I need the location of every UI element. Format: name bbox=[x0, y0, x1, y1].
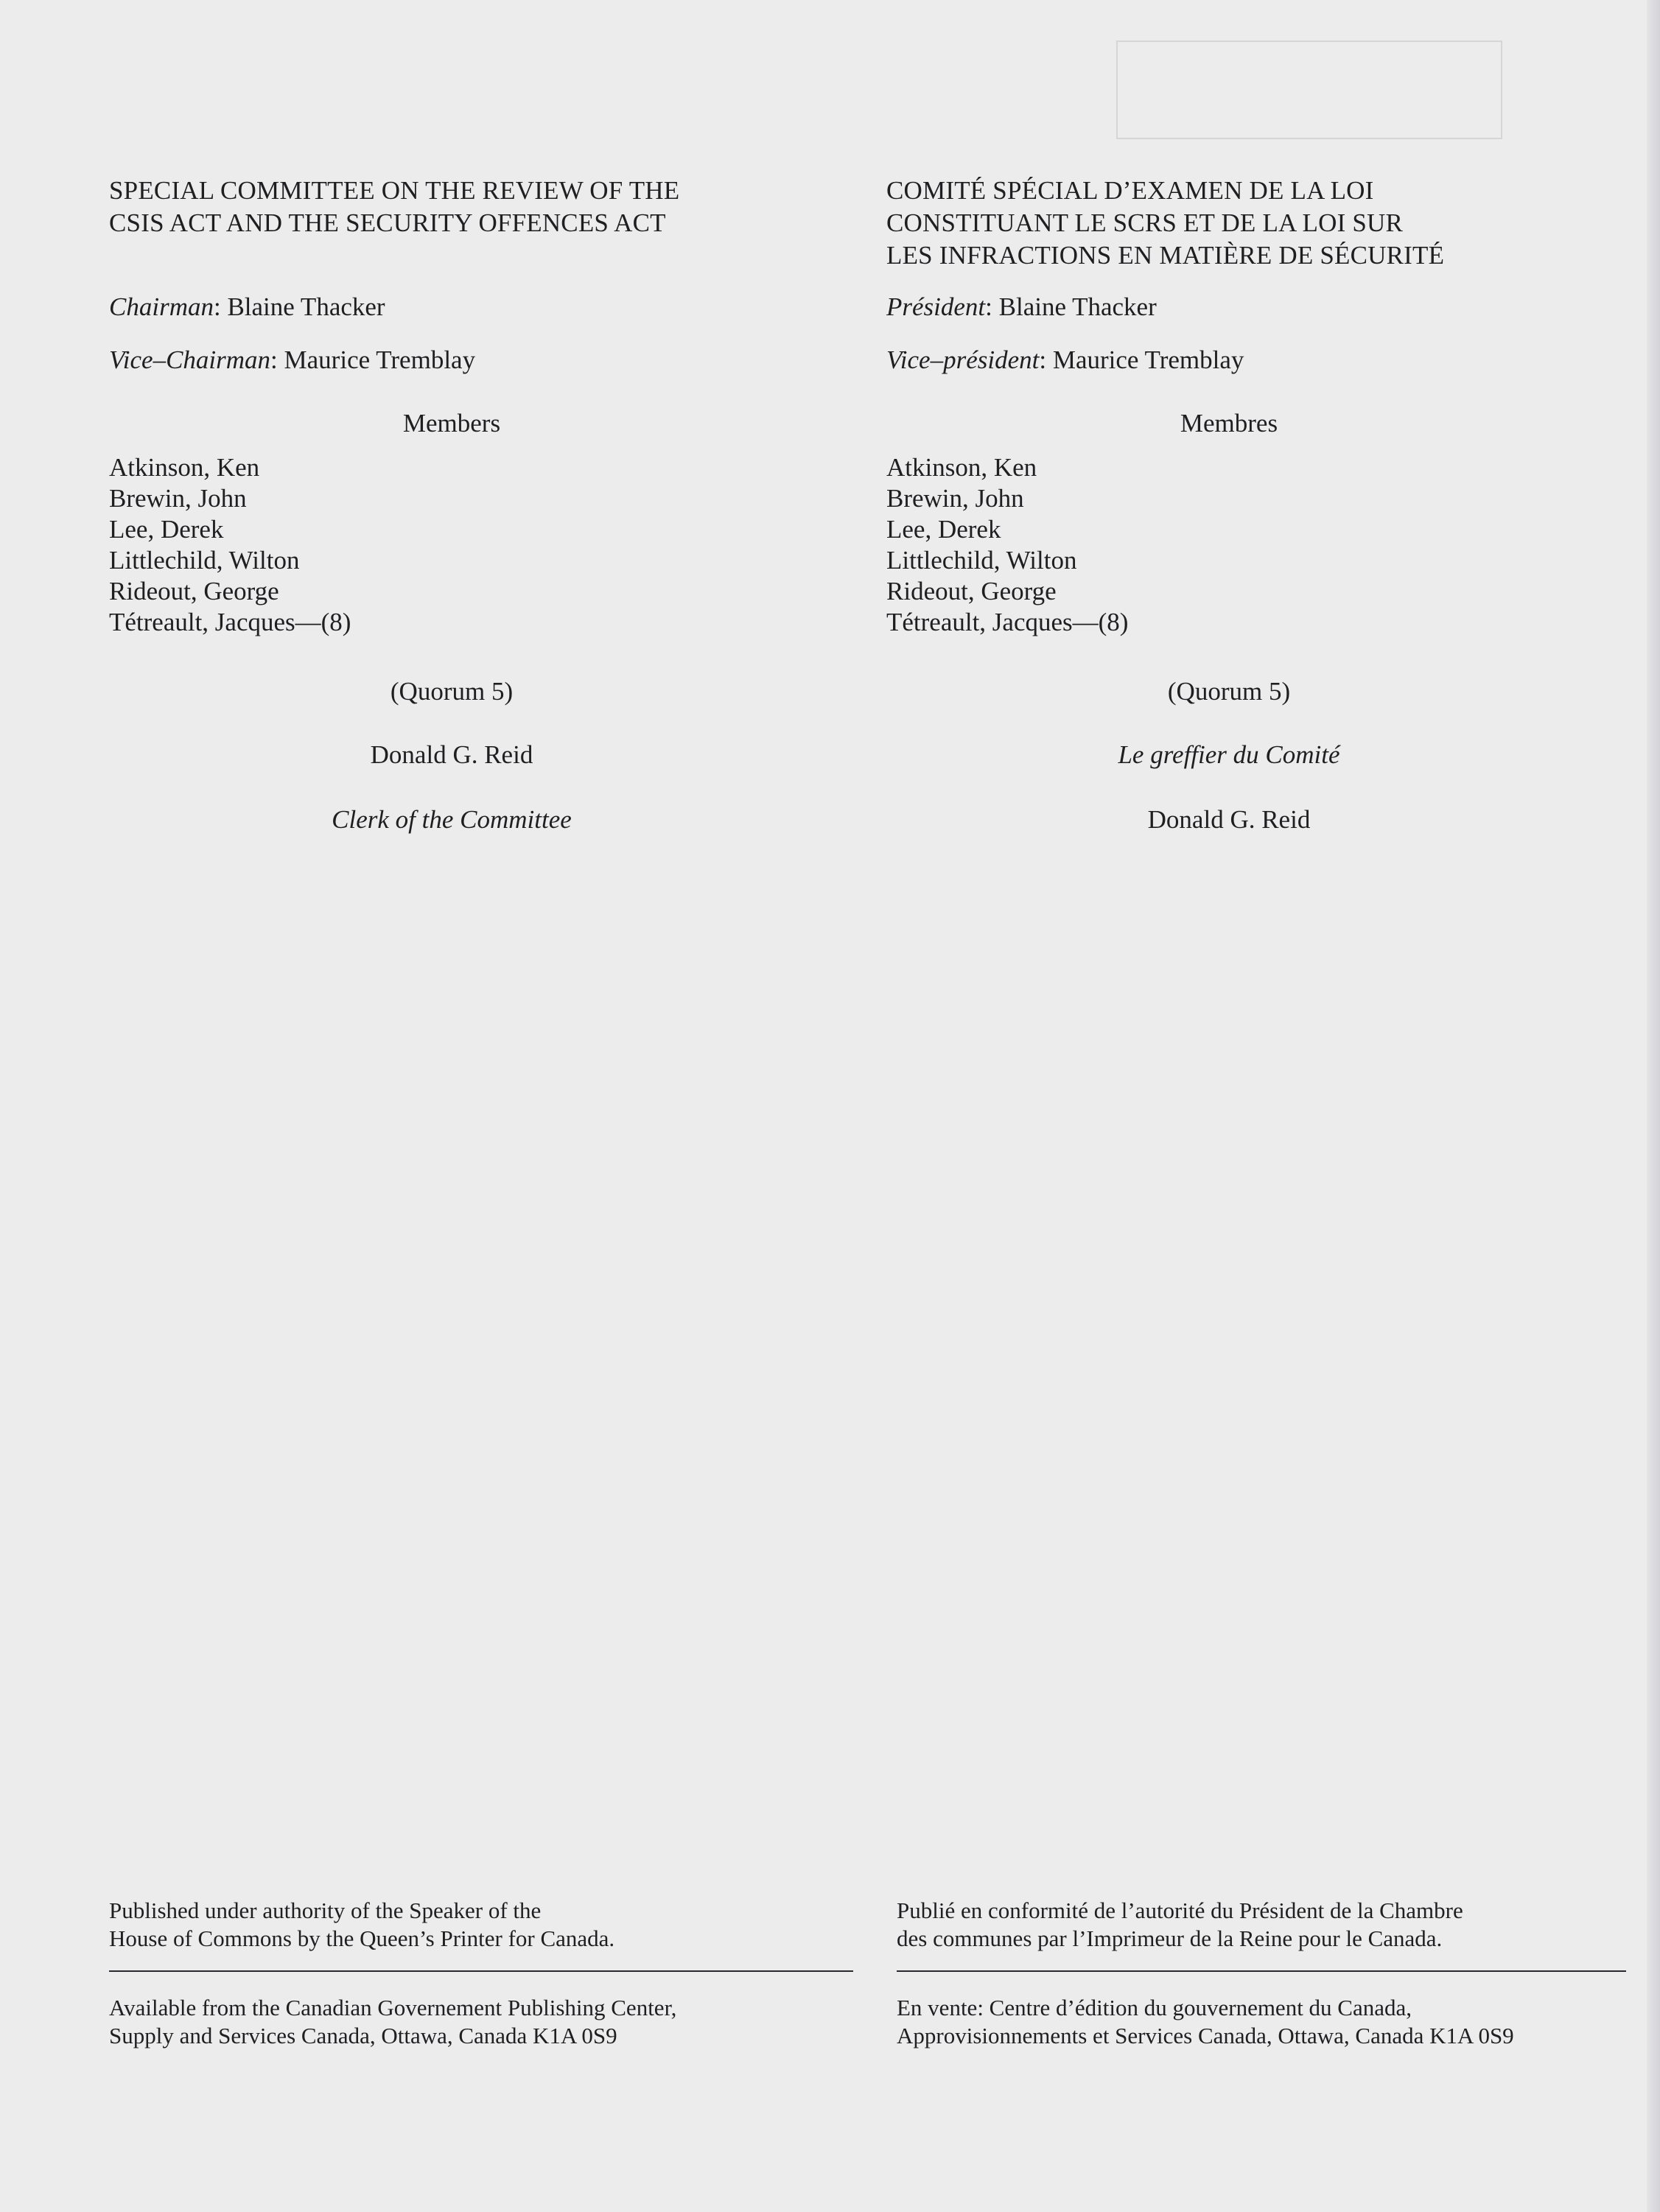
clerk-name: Donald G. Reid bbox=[1147, 805, 1311, 834]
availability-notice bbox=[109, 1994, 676, 2050]
members-list bbox=[109, 452, 351, 638]
published-line: Published under authority of the Speaker of the bbox=[109, 1897, 542, 1923]
clerk-title: Clerk of the Committee bbox=[332, 805, 572, 834]
member-item: Tétreault, Jacques—(8) bbox=[886, 608, 1129, 636]
availability-line: En vente: Centre d’édition du gouvernement du Canada, bbox=[897, 1995, 1412, 2020]
divider-rule bbox=[897, 1970, 1626, 1972]
vice-president-role: Vice–président bbox=[886, 345, 1040, 374]
committee-title-line: LES INFRACTIONS EN MATIÈRE DE SÉCURITÉ bbox=[886, 241, 1445, 270]
member-item: Lee, Derek bbox=[886, 515, 1001, 544]
postage-stamp-show-through bbox=[1116, 41, 1502, 139]
member-item: Brewin, John bbox=[109, 484, 247, 513]
president-role: Président bbox=[886, 292, 986, 321]
vice-chairman-line: Vice–Chairman: Maurice Tremblay bbox=[109, 345, 476, 374]
page-edge-shadow bbox=[1647, 0, 1660, 2212]
chairman-line: Chairman: Blaine Thacker bbox=[109, 292, 385, 321]
member-item: Littlechild, Wilton bbox=[109, 546, 300, 575]
clerk-name: Donald G. Reid bbox=[370, 740, 533, 769]
members-list bbox=[886, 452, 1128, 638]
chairman-role: Chairman bbox=[109, 292, 214, 321]
member-item: Rideout, George bbox=[109, 577, 279, 605]
committee-title-french bbox=[886, 175, 1444, 272]
availability-notice bbox=[897, 1994, 1514, 2050]
quorum: (Quorum 5) bbox=[1167, 677, 1291, 706]
committee-title-line: COMITÉ SPÉCIAL D’EXAMEN DE LA LOI bbox=[886, 176, 1374, 205]
president-line: Président: Blaine Thacker bbox=[886, 292, 1157, 321]
committee-title-line: CONSTITUANT LE SCRS ET DE LA LOI SUR bbox=[886, 208, 1404, 237]
committee-title-line: SPECIAL COMMITTEE ON THE REVIEW OF THE bbox=[109, 176, 680, 205]
president-name: Blaine Thacker bbox=[998, 292, 1157, 321]
availability-line: Available from the Canadian Governement Publishing Center, bbox=[109, 1995, 677, 2020]
member-item: Tétreault, Jacques—(8) bbox=[109, 608, 351, 636]
member-item: Littlechild, Wilton bbox=[886, 546, 1077, 575]
published-line: Publié en conformité de l’autorité du Président de la Chambre bbox=[897, 1897, 1463, 1923]
vice-president-line: Vice–président: Maurice Tremblay bbox=[886, 345, 1244, 374]
published-line: des communes par l’Imprimeur de la Reine pour le Canada. bbox=[897, 1925, 1443, 1951]
published-line: House of Commons by the Queen’s Printer for Canada. bbox=[109, 1925, 615, 1951]
members-heading: Membres bbox=[1180, 409, 1278, 438]
published-notice bbox=[109, 1897, 614, 1953]
published-notice bbox=[897, 1897, 1463, 1953]
vice-president-name: Maurice Tremblay bbox=[1052, 345, 1244, 374]
members-heading: Members bbox=[402, 409, 501, 438]
member-item: Rideout, George bbox=[886, 577, 1057, 605]
member-item: Atkinson, Ken bbox=[886, 453, 1037, 482]
member-item: Atkinson, Ken bbox=[109, 453, 260, 482]
availability-line: Supply and Services Canada, Ottawa, Canada K1A 0S9 bbox=[109, 2023, 617, 2048]
member-item: Brewin, John bbox=[886, 484, 1024, 513]
vice-chairman-role: Vice–Chairman bbox=[109, 345, 271, 374]
committee-title-english bbox=[109, 175, 679, 239]
member-item: Lee, Derek bbox=[109, 515, 224, 544]
committee-title-line: CSIS ACT AND THE SECURITY OFFENCES ACT bbox=[109, 208, 666, 237]
vice-chairman-name: Maurice Tremblay bbox=[284, 345, 476, 374]
quorum: (Quorum 5) bbox=[390, 677, 514, 706]
availability-line: Approvisionnements et Services Canada, Ottawa, Canada K1A 0S9 bbox=[897, 2023, 1514, 2048]
divider-rule bbox=[109, 1970, 853, 1972]
clerk-title: Le greffier du Comité bbox=[1118, 740, 1340, 769]
chairman-name: Blaine Thacker bbox=[227, 292, 385, 321]
